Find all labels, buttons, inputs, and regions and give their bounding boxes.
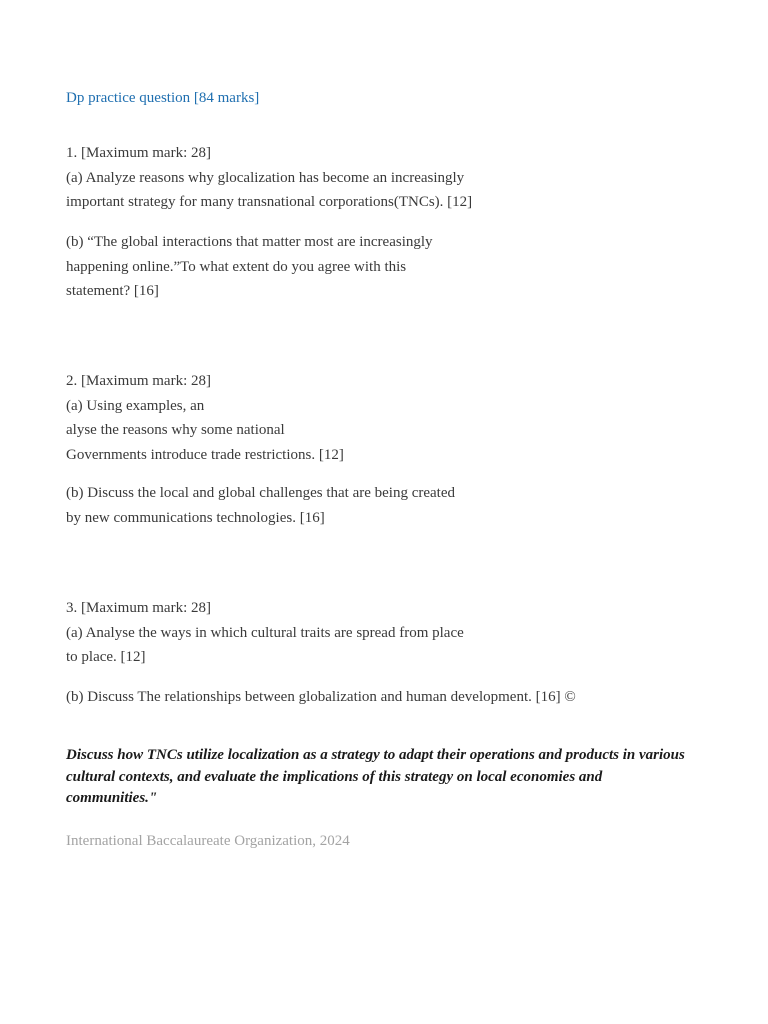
- question-3: [66, 596, 464, 670]
- discussion-prompt: Discuss how TNCs utilize localization as a strategy to adapt their operations and products in various cultural contexts, and evaluate the implications of this strategy on local economies and communities.": [66, 747, 685, 806]
- question-2a-line-1: (a) Using examples, an: [66, 397, 205, 414]
- question-3b: [66, 685, 576, 710]
- question-3-header: 3. [Maximum mark: 28]: [66, 600, 211, 616]
- document-title: Dp practice question [84 marks]: [66, 90, 260, 106]
- question-1b-line-3: statement? [16]: [66, 283, 159, 299]
- question-2a-line-2: alyse the reasons why some national: [66, 422, 285, 438]
- question-1: [66, 141, 472, 215]
- question-3a-line-2: to place. [12]: [66, 649, 146, 665]
- question-1a-line-2: important strategy for many transnational corporations(TNCs). [12]: [66, 194, 473, 210]
- question-2-header: 2. [Maximum mark: 28]: [66, 373, 211, 389]
- question-1-header: 1. [Maximum mark: 28]: [66, 145, 211, 161]
- question-3a-line-1: (a) Analyse the ways in which cultural traits are spread from place: [66, 624, 464, 641]
- question-2: [66, 369, 344, 467]
- question-2b-line-1: (b) Discuss the local and global challenges that are being created: [66, 485, 456, 501]
- question-1b: [66, 230, 433, 304]
- question-2b-line-2: by new communications technologies. [16]: [66, 509, 325, 526]
- question-3b-line-1: (b) Discuss The relationships between globalization and human development. [16] ©: [66, 689, 576, 705]
- question-2a-line-3: Governments introduce trade restrictions. [12]: [66, 446, 344, 463]
- question-1b-line-1: (b) “The global interactions that matter most are increasingly: [66, 234, 433, 250]
- question-1b-line-2: happening online.”To what extent do you agree with this: [66, 258, 407, 275]
- question-2b: [66, 481, 455, 530]
- question-1a-line-1: (a) Analyze reasons why glocalization has become an increasingly: [66, 169, 465, 186]
- copyright-footer: International Baccalaureate Organization, 2024: [66, 833, 350, 849]
